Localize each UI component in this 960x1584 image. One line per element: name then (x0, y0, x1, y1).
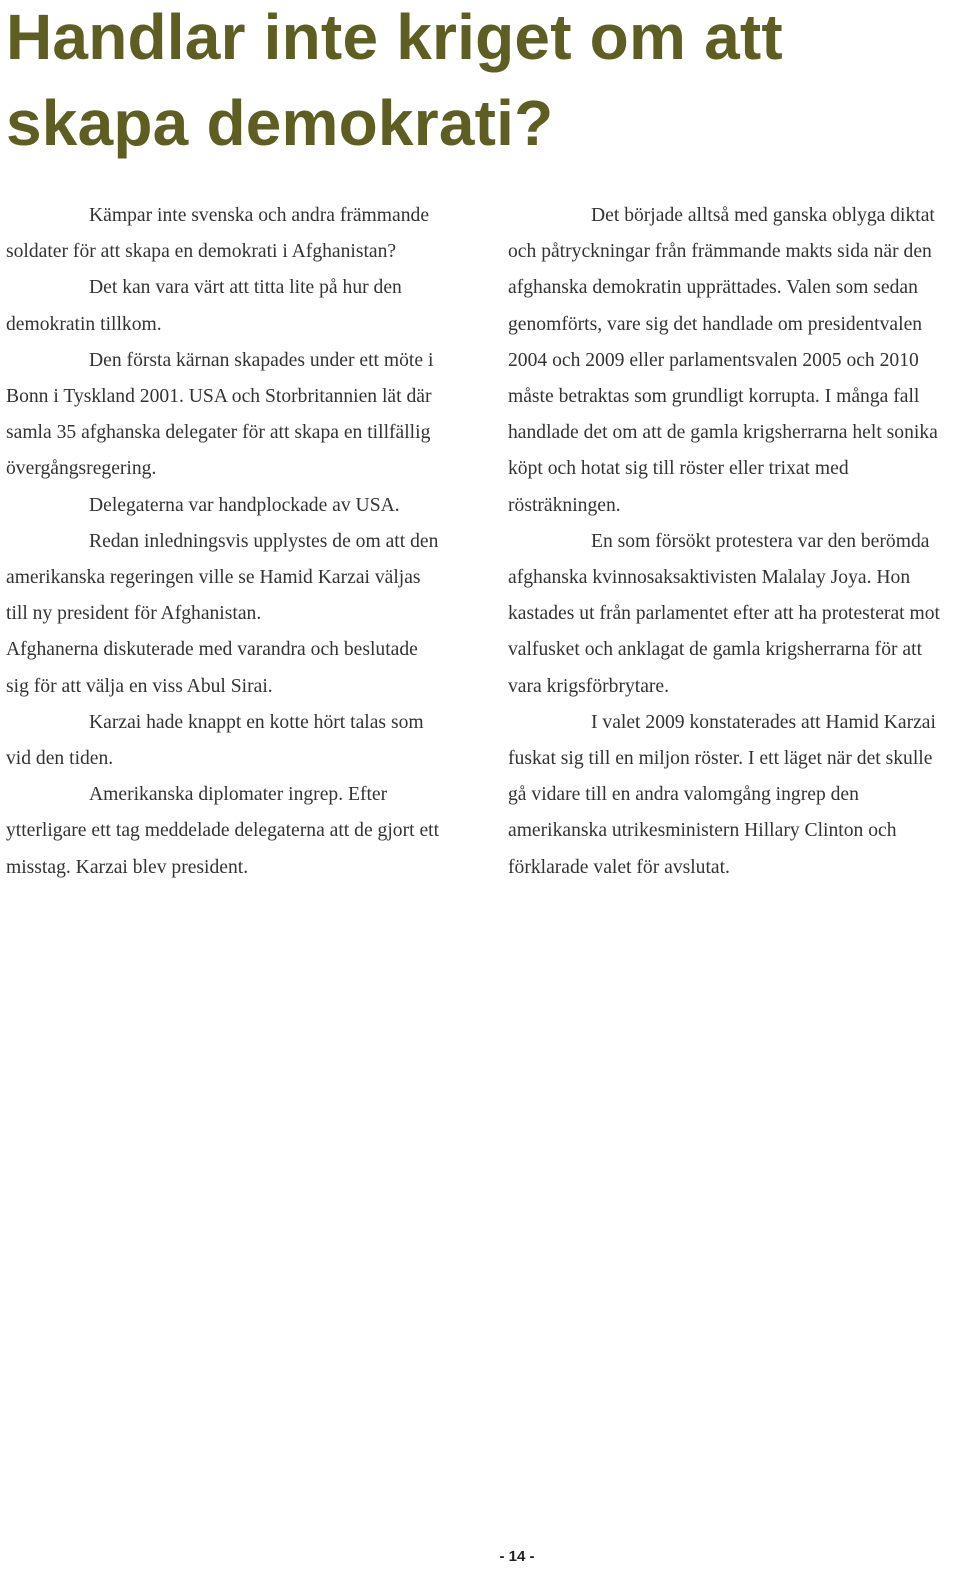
paragraph: Det började alltså med ganska oblyga diktat och påtryckningar från främmande makts sida när den afghanska demokratin upprättades. Valen som sedan genomförts, vare sig det handlade om presidentvalen 2004 och 2009 eller parlamentsvalen 2005 och 2010 måste betraktas som grundligt korrupta. I många fall handlade det om att de gamla krigsherrarna helt sonika köpt och hotat sig till röster eller trixat med rösträkningen. (508, 205, 938, 516)
paragraph: Den första kärnan skapades under ett möte i Bonn i Tyskland 2001. USA och Storbritannien lät där samla 35 afghanska delegater för att skapa en tillfällig övergångsregering. (6, 349, 434, 480)
paragraph: Amerikanska diplomater ingrep. Efter ytterligare ett tag meddelade delegaterna att de gjort ett misstag. Karzai blev president. (6, 784, 440, 878)
paragraph: Afghanerna diskuterade med varandra och beslutade sig för att välja en viss Abul Sirai. (6, 639, 418, 697)
left-column (6, 198, 444, 886)
right-column (508, 198, 952, 886)
paragraph: I valet 2009 konstaterades att Hamid Karzai fuskat sig till en miljon röster. I ett läget när det skulle gå vidare till en andra valomgång ingrep den amerikanska utrikesministern Hillary Clinton och förklarade valet för avslutat. (508, 711, 936, 878)
article-title: Handlar inte kriget om att skapa demokrati? (6, 1, 783, 159)
paragraph: Delegaterna var handplockade av USA. (89, 494, 400, 516)
paragraph: Kämpar inte svenska och andra främmande soldater för att skapa en demokrati i Afghanistan? (6, 205, 430, 263)
paragraph: Karzai hade knappt en kotte hört talas som vid den tiden. (6, 711, 424, 770)
paragraph: Det kan vara värt att titta lite på hur den demokratin tillkom. (6, 277, 402, 335)
page-number: - 14 - (499, 1548, 535, 1565)
paragraph: Redan inledningsvis upplystes de om att den amerikanska regeringen ville se Hamid Karzai väljas till ny president för Afghanistan. (6, 530, 439, 625)
paragraph: En som försökt protestera var den berömda afghanska kvinnosaksaktivisten Malalay Joya. Hon kastades ut från parlamentet efter att ha protesterat mot valfusket och anklagat de gamla krigsherrarna för att vara krigsförbrytare. (508, 530, 940, 697)
